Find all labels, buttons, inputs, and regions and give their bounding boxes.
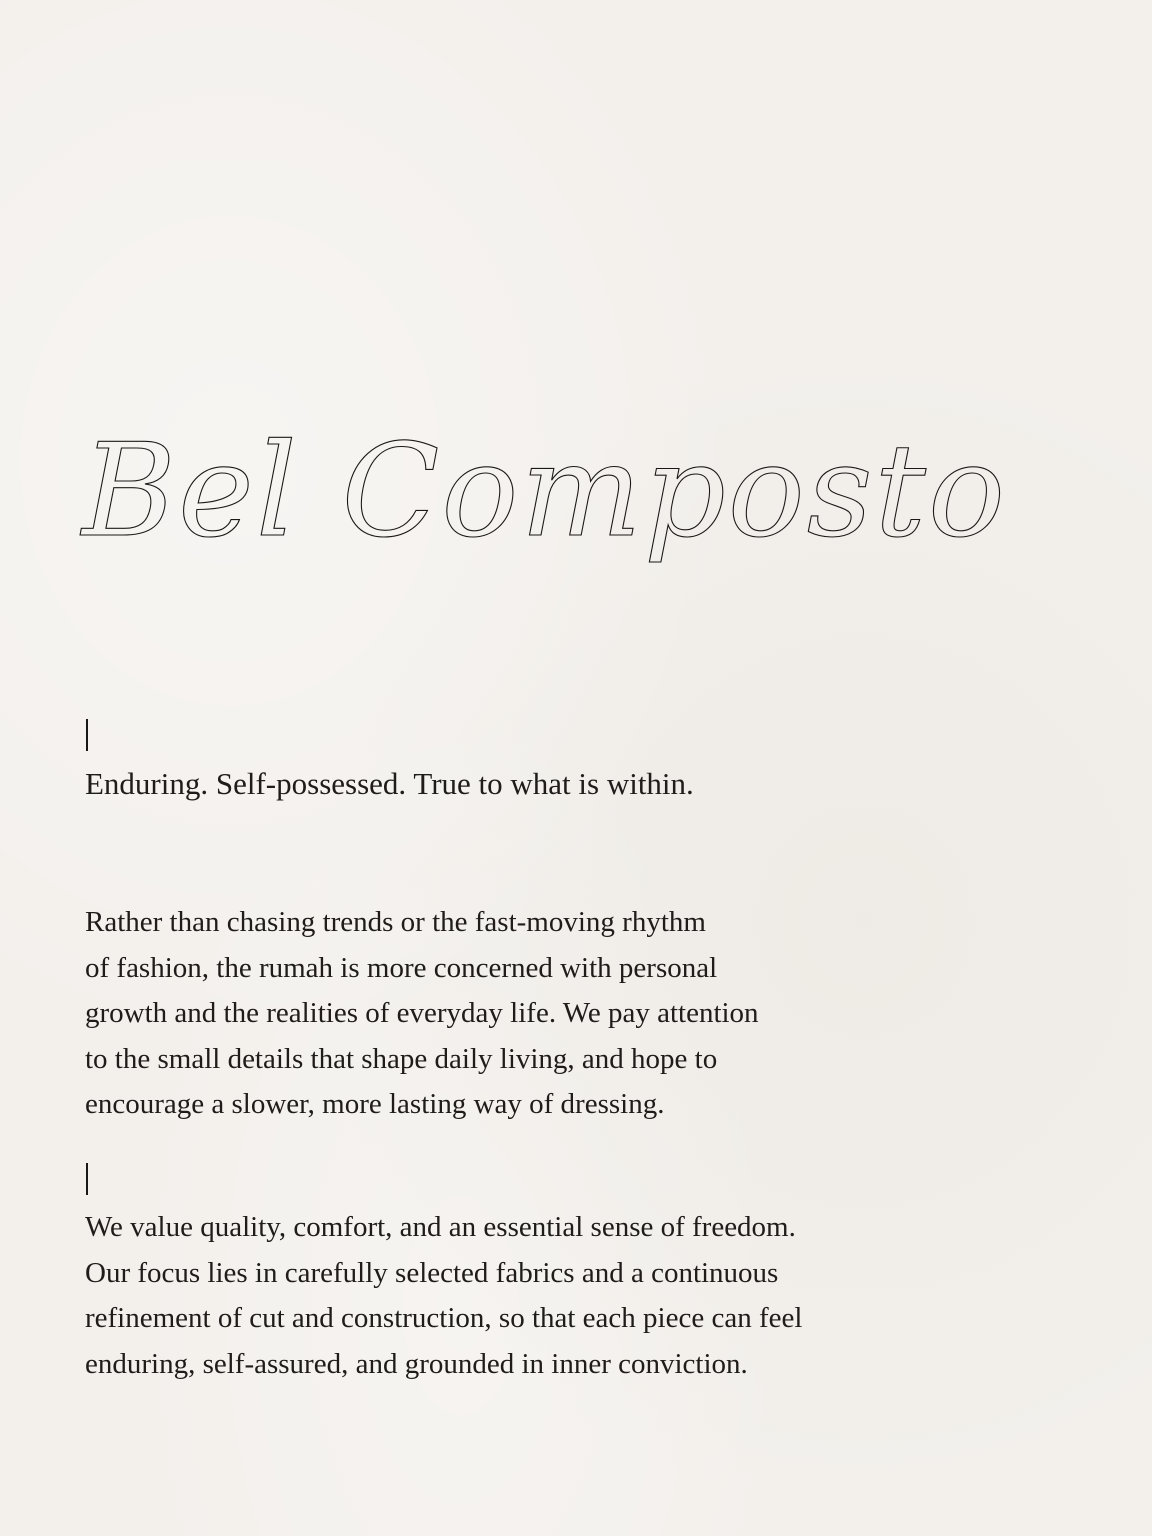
section-divider-bar <box>86 1163 88 1195</box>
paragraph-line: enduring, self-assured, and grounded in inner conviction. <box>85 1347 748 1380</box>
tagline: Enduring. Self-possessed. True to what is within. <box>85 766 694 801</box>
paragraph-line: refinement of cut and construction, so that each piece can feel <box>85 1302 803 1334</box>
paragraph-philosophy <box>85 900 825 1128</box>
paragraph-values <box>85 1205 875 1387</box>
paragraph-line: We value quality, comfort, and an essential sense of freedom. <box>85 1211 796 1243</box>
paragraph-line: Rather than chasing trends or the fast-moving rhythm <box>85 906 706 938</box>
brand-title-script <box>82 395 1007 585</box>
paragraph-line: of fashion, the rumah is more concerned with personal <box>85 951 718 984</box>
section-divider-bar <box>86 719 88 751</box>
paragraph-line: to the small details that shape daily living, and hope to <box>85 1042 718 1075</box>
paragraph-line: encourage a slower, more lasting way of dressing. <box>85 1088 665 1120</box>
brand-title-text: Bel Composto <box>82 417 1007 566</box>
paragraph-line: Our focus lies in carefully selected fabrics and a continuous <box>85 1256 779 1289</box>
paragraph-line: growth and the realities of everyday life. We pay attention <box>85 997 759 1029</box>
brand-title <box>82 395 1007 585</box>
